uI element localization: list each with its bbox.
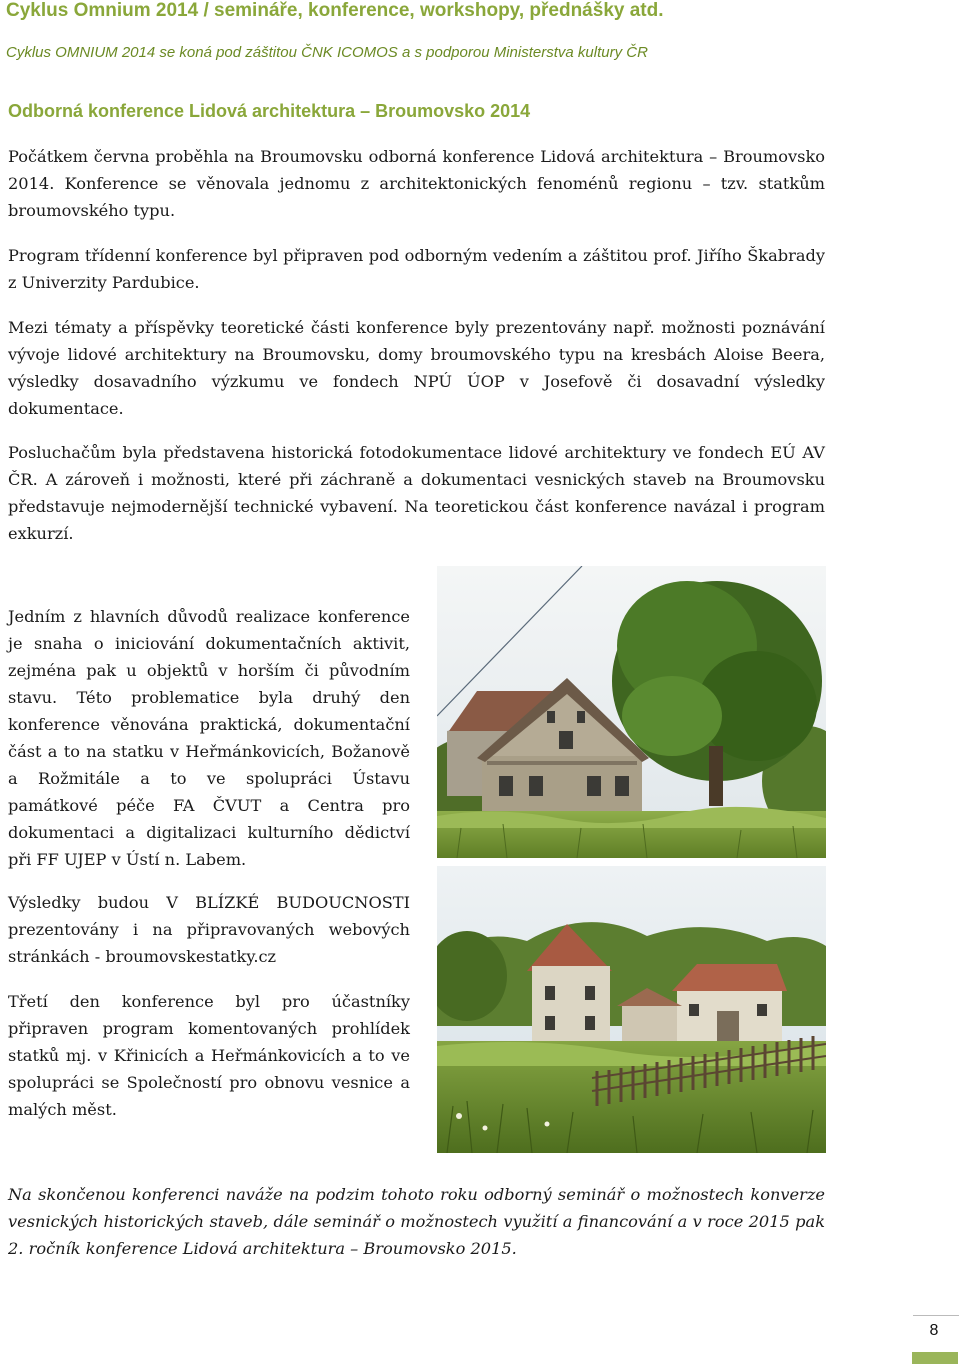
paragraph-intro: Počátkem června proběhla na Broumovsku odborná konference Lidová architektura – Broumovsko 2014. Konference se věnovala jednomu z architektonických fenoménů regionu – tzv. statkům broumovského typu. xyxy=(8,147,825,220)
paragraph-third-day: Třetí den konference byl pro účastníky připraven program komentovaných prohlídek statků mj. v Křinicích a Heřmánkovicích a to ve spolupráci se Společností pro obnovu vesnice a malých měst. xyxy=(8,992,410,1119)
farmhouse-with-tree-photo xyxy=(437,566,826,858)
page-number: 8 xyxy=(929,1322,939,1339)
farm-buildings-with-fence-photo xyxy=(437,866,826,1153)
footer-accent-bar xyxy=(912,1352,958,1364)
paragraph-results: Výsledky budou V BLÍZKÉ BUDOUCNOSTI prezentovány i na připravovaných webových stránkách - broumovskestatky.cz xyxy=(8,893,410,966)
paragraph-program: Program třídenní konference byl připraven pod odborným vedením a záštitou prof. Jiřího Škabrady z Univerzity Pardubice. xyxy=(8,246,825,292)
paragraph-closing: Na skončenou konferenci naváže na podzim tohoto roku odborný seminář o možnostech konverze vesnických historických staveb, dále seminář o možnostech využití a financování a v roce 2015 pak 2. ročník konference Lidová architektura – Broumovsko 2015. xyxy=(8,1185,825,1258)
document-title: Cyklus Omnium 2014 / semináře, konference, workshopy, přednášky atd. xyxy=(6,0,664,21)
footer-divider xyxy=(913,1315,959,1316)
paragraph-photodocumentation: Posluchačům byla představena historická fotodokumentace lidové architektury ve fondech EÚ AV ČR. A zároveň i možnosti, které při záchraně a dokumentaci vesnických staveb na Broumovsku představuje nejmodernější technické vybavení. Na teoretickou část konference navázal i program exkurzí. xyxy=(8,443,825,543)
paragraph-topics: Mezi tématy a příspěvky teoretické části konference byly prezentovány např. možnosti poznávání vývoje lidové architektury na Broumovsku, domy broumovského typu na kresbách Aloise Beera, výsledky dosavadního výzkumu ve fondech NPÚ ÚOP v Josefově či dosavadní výsledky dokumentace. xyxy=(8,318,825,418)
paragraph-documentation-aims: Jedním z hlavních důvodů realizace konference je snaha o iniciování dokumentačních aktivit, zejména pak u objektů v horším či původním stavu. Této problematice byla druhý den konference věnována praktická, dokumentační část a to na statku v Heřmánkovicích, Božanově a Rožmitále a to ve spolupráci Ústavu památkové péče FA ČVUT a Centra pro dokumentaci a digitalizaci kulturního dědictví při FF UJEP v Ústí n. Labem. xyxy=(8,607,410,869)
article-heading: Odborná konference Lidová architektura – Broumovsko 2014 xyxy=(8,101,531,121)
document-subtitle: Cyklus OMNIUM 2014 se koná pod záštitou ČNK ICOMOS a s podporou Ministerstva kultury ČR xyxy=(6,44,648,61)
